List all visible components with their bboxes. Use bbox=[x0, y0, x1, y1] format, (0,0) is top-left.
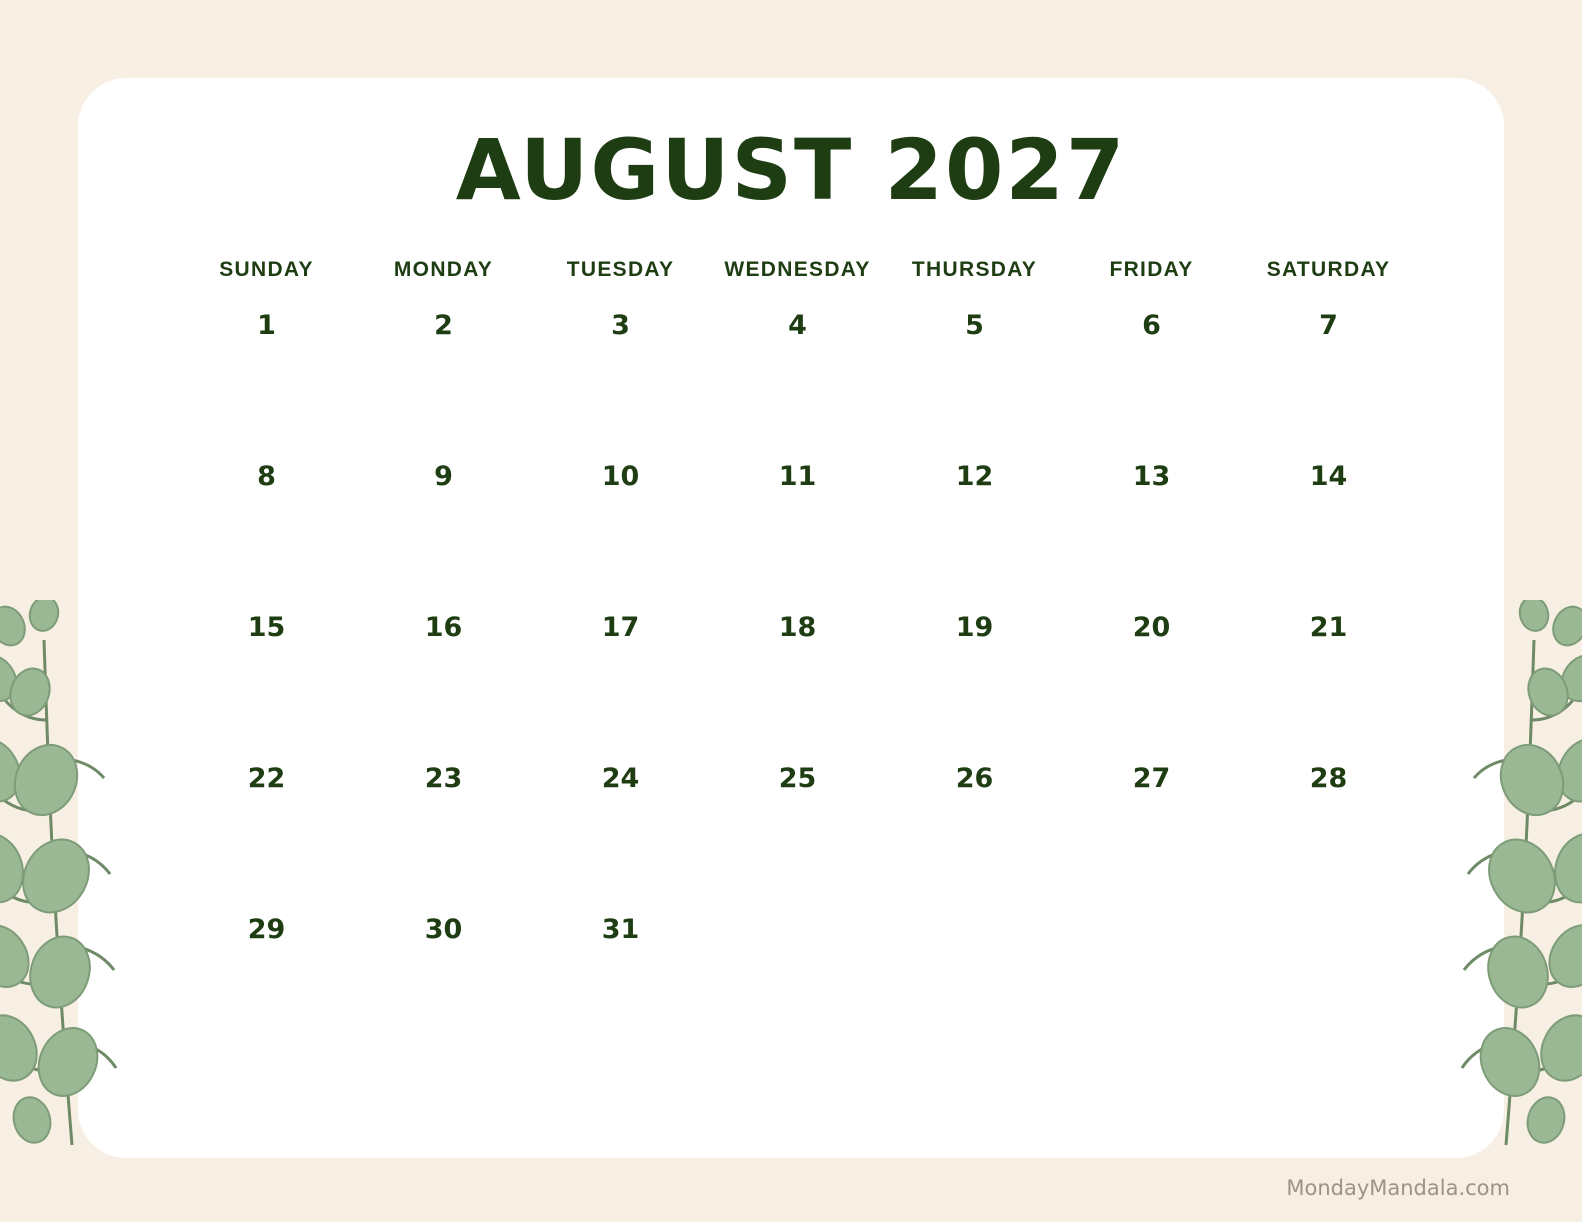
day-number: 24 bbox=[601, 763, 640, 794]
day-cell-empty bbox=[1240, 896, 1417, 1047]
day-cell[interactable] bbox=[1063, 443, 1240, 594]
day-number: 7 bbox=[1319, 310, 1338, 341]
day-number: 30 bbox=[424, 914, 463, 945]
day-cell-empty bbox=[886, 896, 1063, 1047]
day-number: 2 bbox=[434, 310, 453, 341]
day-number: 14 bbox=[1309, 461, 1348, 492]
week-row bbox=[178, 292, 1418, 443]
day-number: 3 bbox=[611, 310, 630, 341]
day-number: 12 bbox=[955, 461, 994, 492]
day-cell[interactable] bbox=[1063, 292, 1240, 443]
day-cell[interactable] bbox=[532, 896, 709, 1047]
day-number: 15 bbox=[247, 612, 286, 643]
day-cell[interactable] bbox=[178, 896, 355, 1047]
weekday-wednesday: WEDNESDAY bbox=[724, 258, 871, 281]
day-cell[interactable] bbox=[1063, 594, 1240, 745]
day-number: 28 bbox=[1309, 763, 1348, 794]
day-cell[interactable] bbox=[1063, 745, 1240, 896]
day-number: 21 bbox=[1309, 612, 1348, 643]
day-number: 29 bbox=[247, 914, 286, 945]
day-cell[interactable] bbox=[178, 594, 355, 745]
day-cell[interactable] bbox=[178, 745, 355, 896]
weekday-saturday: SATURDAY bbox=[1266, 258, 1391, 281]
day-number: 20 bbox=[1132, 612, 1171, 643]
page-title: AUGUST 2027 bbox=[455, 121, 1127, 219]
day-number: 17 bbox=[601, 612, 640, 643]
day-number bbox=[709, 896, 886, 914]
day-cell[interactable] bbox=[886, 443, 1063, 594]
day-number: 18 bbox=[778, 612, 817, 643]
week-row bbox=[178, 443, 1418, 594]
weekday-thursday: THURSDAY bbox=[911, 258, 1038, 281]
day-cell[interactable] bbox=[355, 745, 532, 896]
weekday-sunday: SUNDAY bbox=[219, 258, 314, 281]
day-cell[interactable] bbox=[532, 745, 709, 896]
weekday-friday: FRIDAY bbox=[1109, 258, 1194, 281]
day-number: 9 bbox=[434, 461, 453, 492]
week-row bbox=[178, 896, 1418, 1047]
day-cell[interactable] bbox=[709, 745, 886, 896]
day-cell[interactable] bbox=[1240, 292, 1417, 443]
day-number bbox=[1240, 896, 1417, 914]
day-cell[interactable] bbox=[532, 443, 709, 594]
day-number: 1 bbox=[257, 310, 276, 341]
day-cell[interactable] bbox=[709, 594, 886, 745]
day-cell-empty bbox=[1063, 896, 1240, 1047]
site-credit: MondayMandala.com bbox=[1286, 1176, 1510, 1200]
day-number: 27 bbox=[1132, 763, 1171, 794]
week-row bbox=[178, 594, 1418, 745]
calendar-grid bbox=[178, 258, 1418, 1047]
day-number: 4 bbox=[788, 310, 807, 341]
day-number bbox=[1063, 896, 1240, 914]
day-cell[interactable] bbox=[532, 594, 709, 745]
day-number: 22 bbox=[247, 763, 286, 794]
calendar-card bbox=[78, 78, 1504, 1158]
day-number: 23 bbox=[424, 763, 463, 794]
day-cell[interactable] bbox=[355, 896, 532, 1047]
day-cell[interactable] bbox=[886, 745, 1063, 896]
day-number: 13 bbox=[1132, 461, 1171, 492]
day-cell[interactable] bbox=[178, 292, 355, 443]
day-number: 26 bbox=[955, 763, 994, 794]
day-number: 6 bbox=[1142, 310, 1161, 341]
day-cell[interactable] bbox=[355, 594, 532, 745]
day-cell[interactable] bbox=[355, 443, 532, 594]
day-cell[interactable] bbox=[532, 292, 709, 443]
day-cell[interactable] bbox=[709, 292, 886, 443]
day-cell[interactable] bbox=[1240, 594, 1417, 745]
day-cell[interactable] bbox=[1240, 443, 1417, 594]
day-number: 8 bbox=[257, 461, 276, 492]
day-number: 11 bbox=[778, 461, 817, 492]
day-cell[interactable] bbox=[1240, 745, 1417, 896]
weekday-header-row bbox=[178, 258, 1418, 292]
day-cell[interactable] bbox=[709, 443, 886, 594]
day-cell[interactable] bbox=[886, 594, 1063, 745]
day-number: 10 bbox=[601, 461, 640, 492]
day-cell[interactable] bbox=[355, 292, 532, 443]
day-number: 31 bbox=[601, 914, 640, 945]
day-number: 16 bbox=[424, 612, 463, 643]
weekday-monday: MONDAY bbox=[393, 258, 494, 281]
day-cell-empty bbox=[709, 896, 886, 1047]
week-row bbox=[178, 745, 1418, 896]
day-number: 5 bbox=[965, 310, 984, 341]
weekday-tuesday: TUESDAY bbox=[566, 258, 675, 281]
day-cell[interactable] bbox=[178, 443, 355, 594]
day-number bbox=[886, 896, 1063, 914]
day-number: 19 bbox=[955, 612, 994, 643]
day-number: 25 bbox=[778, 763, 817, 794]
day-cell[interactable] bbox=[886, 292, 1063, 443]
